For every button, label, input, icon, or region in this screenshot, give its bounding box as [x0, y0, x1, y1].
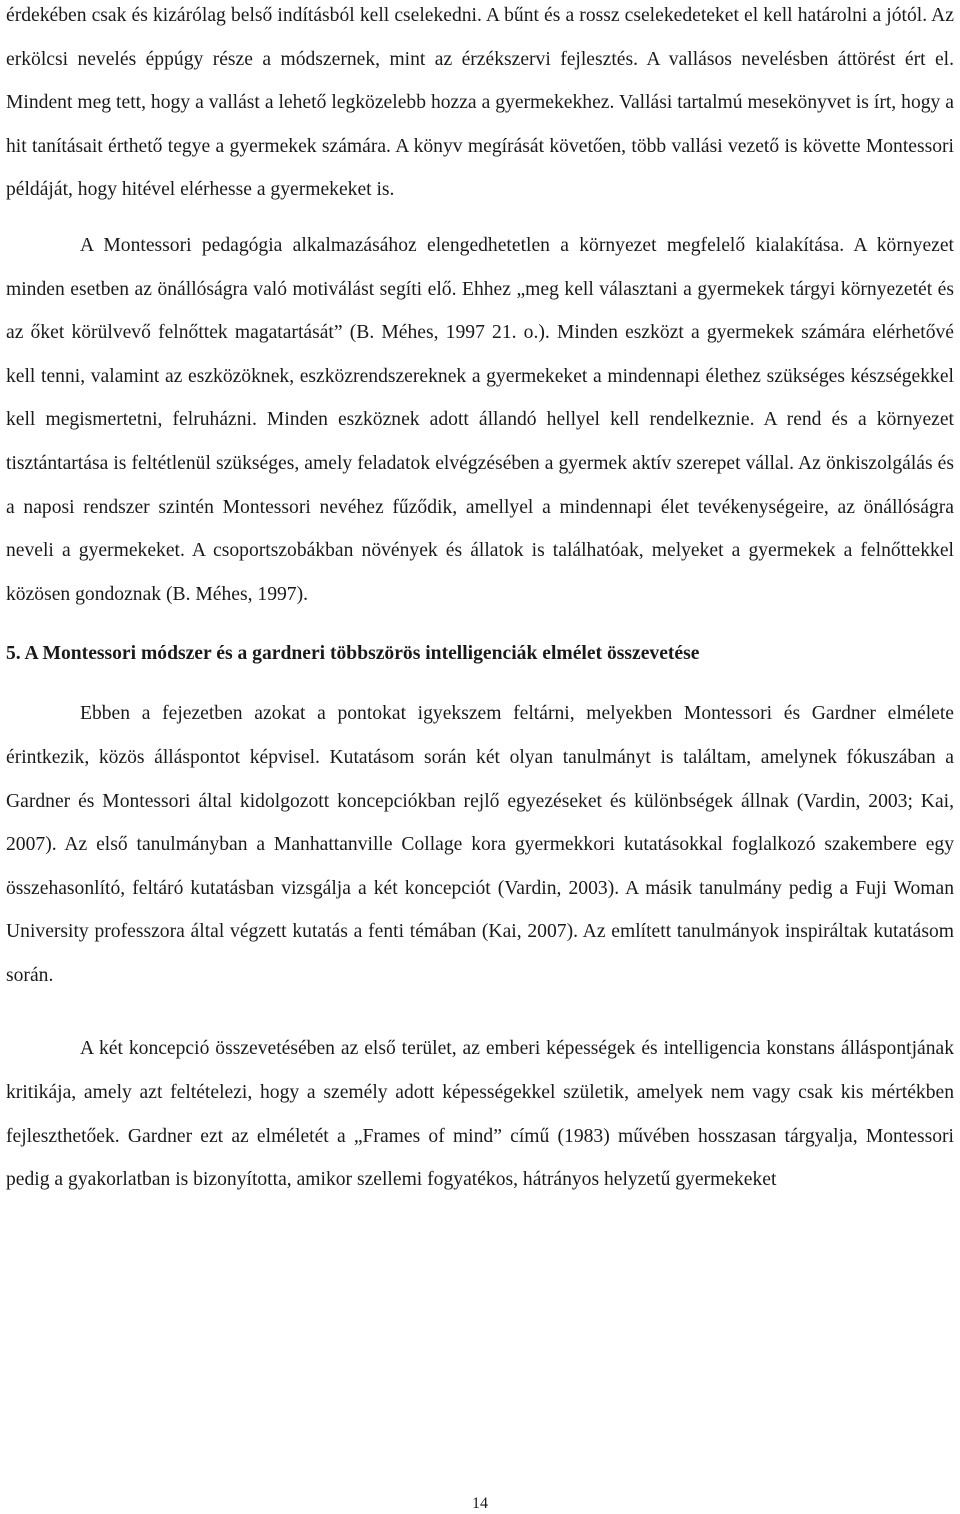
paragraph-environment: A Montessori pedagógia alkalmazásához elengedhetetlen a környezet megfelelő kialakítása. A környezet minden esetben az önállóságra való motiválást segíti elő. Ehhez „meg kell választani a gyermekek tárgyi környezetét és az őket körülvevő felnőttek magatartását” (B. Méhes, 1997 21. o.). Minden eszközt a gyermekek számára elérhetővé kell tenni, valamint az eszközöknek, eszközrendszereknek a gyermekeket a mindennapi élethez szükséges készségekkel kell megismertetni, felruházni. Minden eszköznek adott állandó hellyel kell rendelkeznie. A rend és a környezet tisztántartása is feltétlenül szükséges, amely feladatok elvégzésében a gyermek aktív szerepet vállal. Az önkiszolgálás és a naposi rendszer szintén Montessori nevéhez fűződik, amellyel a mindennapi élet tevékenységeire, az önállóságra neveli a gyermekeket. A csoportszobákban növények és állatok is találhatóak, melyeket a gyermekek a felnőttekkel közösen gondoznak (B. Méhes, 1997).	[6, 234, 954, 605]
document-page	[6, 0, 954, 1202]
paragraph-spacer	[6, 676, 954, 692]
paragraph-spacer	[6, 212, 954, 224]
paragraph-moral-education: érdekében csak és kizárólag belső indításból kell cselekedni. A bűnt és a rossz cselekedeteket el kell határolni a jótól. Az erkölcsi nevelés éppúgy része a módszernek, mint az érzékszervi fejlesztés. A vallásos nevelésben áttörést ért el. Mindent meg tett, hogy a vallást a lehető legközelebb hozza a gyermekekhez. Vallási tartalmú mesekönyvet is írt, hogy a hit tanításait érthető tegye a gyermekek számára. A könyv megírását követően, több vallási vezető is követte Montessori példáját, hogy hitével elérhesse a gyermekeket is.	[6, 5, 954, 201]
paragraph-comparison: A két koncepció összevetésében az első terület, az emberi képességek és intelligencia konstans álláspontjának kritikája, amely azt feltételezi, hogy a személy adott képességekkel születik, amelyek nem vagy csak kis mértékben fejleszthetőek. Gardner ezt az elméletét a „Frames of mind” című (1983) művében hosszasan tárgyalja, Montessori pedig a gyakorlatban is bizonyította, amikor szellemi fogyatékos, hátrányos helyzetű gyermekeket	[6, 1038, 954, 1191]
section-heading: 5. A Montessori módszer és a gardneri többszörös intelligenciák elmélet összevetése	[6, 643, 700, 665]
paragraph-chapter-intro: Ebben a fejezetben azokat a pontokat igyekszem feltárni, melyekben Montessori és Gardner elmélete érintkezik, közös álláspontot képvisel. Kutatásom során két olyan tanulmányt is találtam, amelynek fókuszában a Gardner és Montessori által kidolgozott koncepciókban rejlő egyezéseket és különbségek állnak (Vardin, 2003; Kai, 2007). Az első tanulmányban a Manhattanville Collage kora gyermekkori kutatásokkal foglalkozó szakembere egy összehasonlító, feltáró kutatásban vizsgálja a két koncepciót (Vardin, 2003). A másik tanulmány pedig a Fuji Woman University professzora által végzett kutatás a fenti témában (Kai, 2007). Az említett tanulmányok inspiráltak kutatásom során.	[6, 703, 954, 986]
page-number: 14	[472, 1495, 488, 1512]
paragraph-spacer	[6, 616, 954, 632]
paragraph-spacer	[6, 997, 954, 1027]
